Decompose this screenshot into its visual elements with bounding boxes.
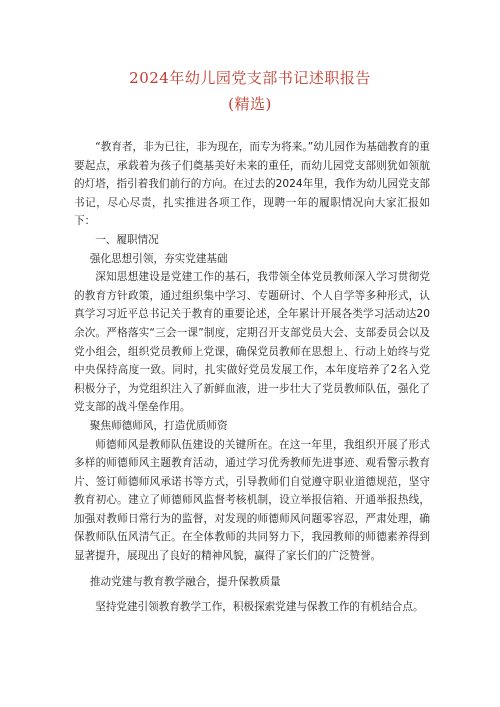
document-body bbox=[74, 138, 430, 617]
section-heading-1: 一、履职情况 bbox=[95, 233, 159, 246]
subsection-paragraph-1: 深知思想建设是党建工作的基石，我带领全体党员教师深入学习贯彻党的教育方针政策，通过组织集中学习、专题研讨、个人自学等多种形式，认真学习习近平总书记关于教育的重要论述，全年累计开展各类学习活动达20余次。严格落实“三会一课”制度，定期召开支部党员大会、支部委员会以及党小组会，组织党员教师上党课，确保党员教师在思想上、行动上始终与党中央保持高度一致。同时，扎实做好党员发展工作，本年度培养了2名入党积极分子，为党组织注入了新鲜血液，进一步壮大了党员教师队伍，强化了党支部的战斗堡垒作用。 bbox=[74, 271, 430, 414]
intro-paragraph: “教育者，非为已往，非为现在，而专为将来。”幼儿园作为基础教育的重要起点，承载着为孩子们奠基美好未来的重任，而幼儿园党支部则犹如领航的灯塔，指引着我们前行的方向。在过去的2024年里，我作为幼儿园党支部书记，尽心尽责，扎实推进各项工作，现聘一年的履职情况向大家汇报如下： bbox=[74, 141, 430, 228]
subsection-heading-1: 强化思想引领，夯实党建基础 bbox=[89, 252, 228, 265]
subsection-heading-2: 聚焦师德师风，打造优质师资 bbox=[89, 419, 228, 432]
subsection-paragraph-2: 师德师风是教师队伍建设的关键所在。在这一年里，我组织开展了形式多样的师德师风主题教育活动，通过学习优秀教师先进事迹、观看警示教育片、签订师德师风承诺书等方式，引导教师们自觉遵守职业道德规范，坚守教育初心。建立了师德师风监督考核机制，设立举报信箱、开通举报热线，加强对教师日常行为的监督，对发现的师德师风问题零容忍，严肃处理，确保教师队伍风清气正。在全体教师的共同努力下，我园教师的师德素养得到显著提升，展现出了良好的精神风貌，赢得了家长们的广泛赞誉。 bbox=[74, 438, 430, 563]
document-title: 2024年幼儿园党支部书记述职报告 bbox=[129, 69, 371, 87]
document-subtitle: (精选) bbox=[228, 95, 272, 113]
subsection-paragraph-3: 坚持党建引领教育教学工作，积极探索党建与保教工作的有机结合点。 bbox=[95, 601, 424, 614]
subsection-heading-3: 推动党建与教育教学融合，提升保教质量 bbox=[89, 575, 281, 588]
